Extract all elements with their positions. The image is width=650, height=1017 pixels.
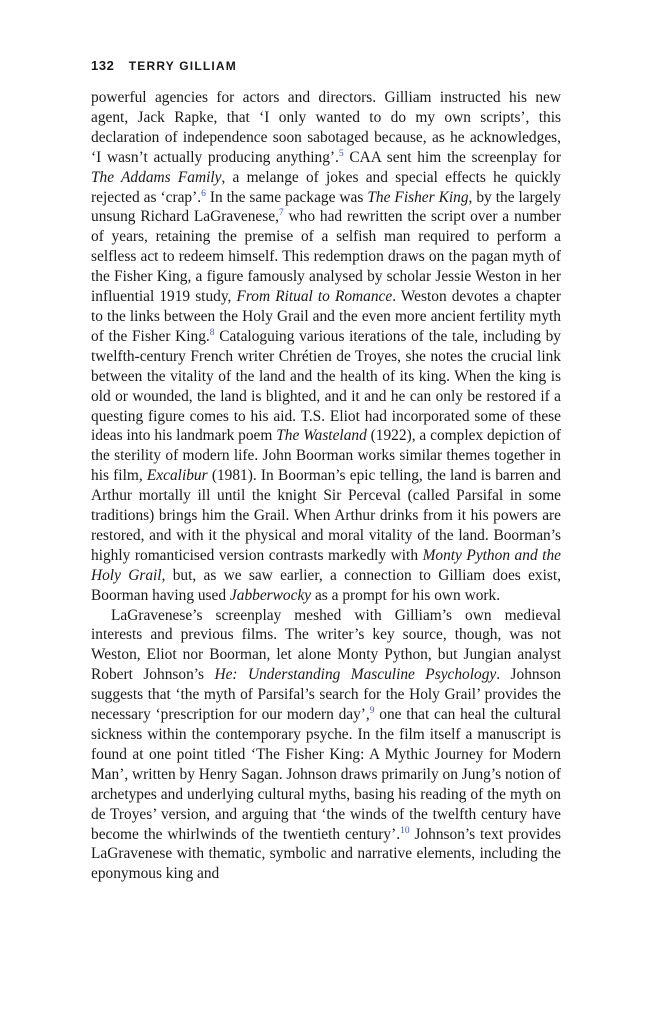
footnote-ref-8[interactable]: 8 <box>209 327 215 338</box>
running-head-author: TERRY GILLIAM <box>128 59 237 73</box>
footnote-ref-9[interactable]: 9 <box>369 705 375 716</box>
text-run: , a melange of jokes and special effects he quickly rejected as ‘crap’. <box>91 168 561 206</box>
text-run: In the same package was <box>205 188 368 206</box>
footnote-ref-10[interactable]: 10 <box>400 825 410 836</box>
text-run: . Johnson suggests that ‘the myth of Parsifal’s search for the Holy Grail’ provides the necessary ‘prescription for our modern day’, <box>91 666 562 724</box>
title-italic: He: Understanding Masculine Psychology <box>214 666 497 684</box>
title-italic: The Wasteland <box>276 427 367 445</box>
text-run: (1981). In Boorman’s epic telling, the land is barren and Arthur mortally ill until the knight Sir Perceval (called Parsifal in some traditions) brings him the Grail. When Arthur drinks from it his powers are restored, and with it the physical and moral vitality of the land. Boorman’s highly romanticised version contrasts markedly with <box>91 467 561 564</box>
footnote-ref-6[interactable]: 6 <box>201 188 206 199</box>
paragraph-2 <box>91 606 561 885</box>
text-run: as a prompt for his own work. <box>311 586 501 604</box>
text-run: who had rewritten the script over a number of years, retaining the premise of a selfish man required to perform a selfless act to redeem himself. This redemption draws on the pagan myth of the Fisher King, a figure famously analysed by scholar Jessie Weston in her influential 1919 study, <box>91 208 562 306</box>
title-italic: From Ritual to Romance <box>236 288 393 306</box>
title-italic: Jabberwocky <box>229 586 312 604</box>
text-run: one that can heal the cultural sickness within the contemporary psyche. In the film itself a manuscript is found at one point titled ‘The Fisher King: A Mythic Journey for Modern Man’, written by Henry Sagan. Johnson draws primarily on Jung’s notion of archetypes and underlying cultural myths, basing his reading of the myth on de Troyes’ version, and arguing that ‘the winds of the twelfth century have become the whirlwinds of the twentieth century’. <box>91 706 562 843</box>
text-run: (1922), a complex depiction of the sterility of modern life. John Boorman works similar themes together in his film, <box>91 427 561 485</box>
text-run: , by the largely unsung Richard LaGravenese, <box>91 188 561 226</box>
text-run: Johnson’s text provides LaGravenese with thematic, symbolic and narrative elements, including the eponymous king and <box>91 825 561 883</box>
text-run: Cataloguing various iterations of the tale, including by twelfth-century French writer Chrétien de Troyes, she notes the crucial link between the vitality of the land and the health of its king. When the king is old or wounded, the land is blighted, and it and he can only be restored if a questing figure comes to his aid. T.S. Eliot had incorporated some of these ideas into his landmark poem <box>91 327 561 445</box>
text-run: powerful agencies for actors and directors. Gilliam instructed his new agent, Jack Rapke, that ‘I only wanted to do my own scripts’, this declaration of independence soon sabotaged because, as he acknowledges, ‘I wasn’t actually producing anything’. <box>91 89 561 166</box>
title-italic: The Addams Family <box>91 168 222 186</box>
text-run: . Weston devotes a chapter to the links between the Holy Grail and the even more ancient fertility myth of the Fisher King. <box>91 288 562 345</box>
text-run: CAA sent him the screenplay for <box>343 148 562 166</box>
text-run: , but, as we saw earlier, a connection to Gilliam does exist, Boorman having used <box>91 566 561 604</box>
text-run: LaGravenese’s screenplay meshed with Gilliam’s own medieval interests and previous films. The writer’s key source, though, was not Weston, Eliot nor Boorman, let alone Monty Python, but Jungian analyst Robert Johnson’s <box>91 606 561 684</box>
title-italic: Excalibur <box>146 467 208 485</box>
footnote-ref-7[interactable]: 7 <box>278 208 284 219</box>
footnote-ref-5[interactable]: 5 <box>338 148 344 159</box>
title-italic: The Fisher King <box>367 188 469 206</box>
running-head <box>91 58 237 73</box>
paragraph-1 <box>91 88 561 606</box>
title-italic: Monty Python and the Holy Grail <box>91 546 561 584</box>
page-number: 132 <box>91 58 115 73</box>
body-text <box>91 88 561 884</box>
